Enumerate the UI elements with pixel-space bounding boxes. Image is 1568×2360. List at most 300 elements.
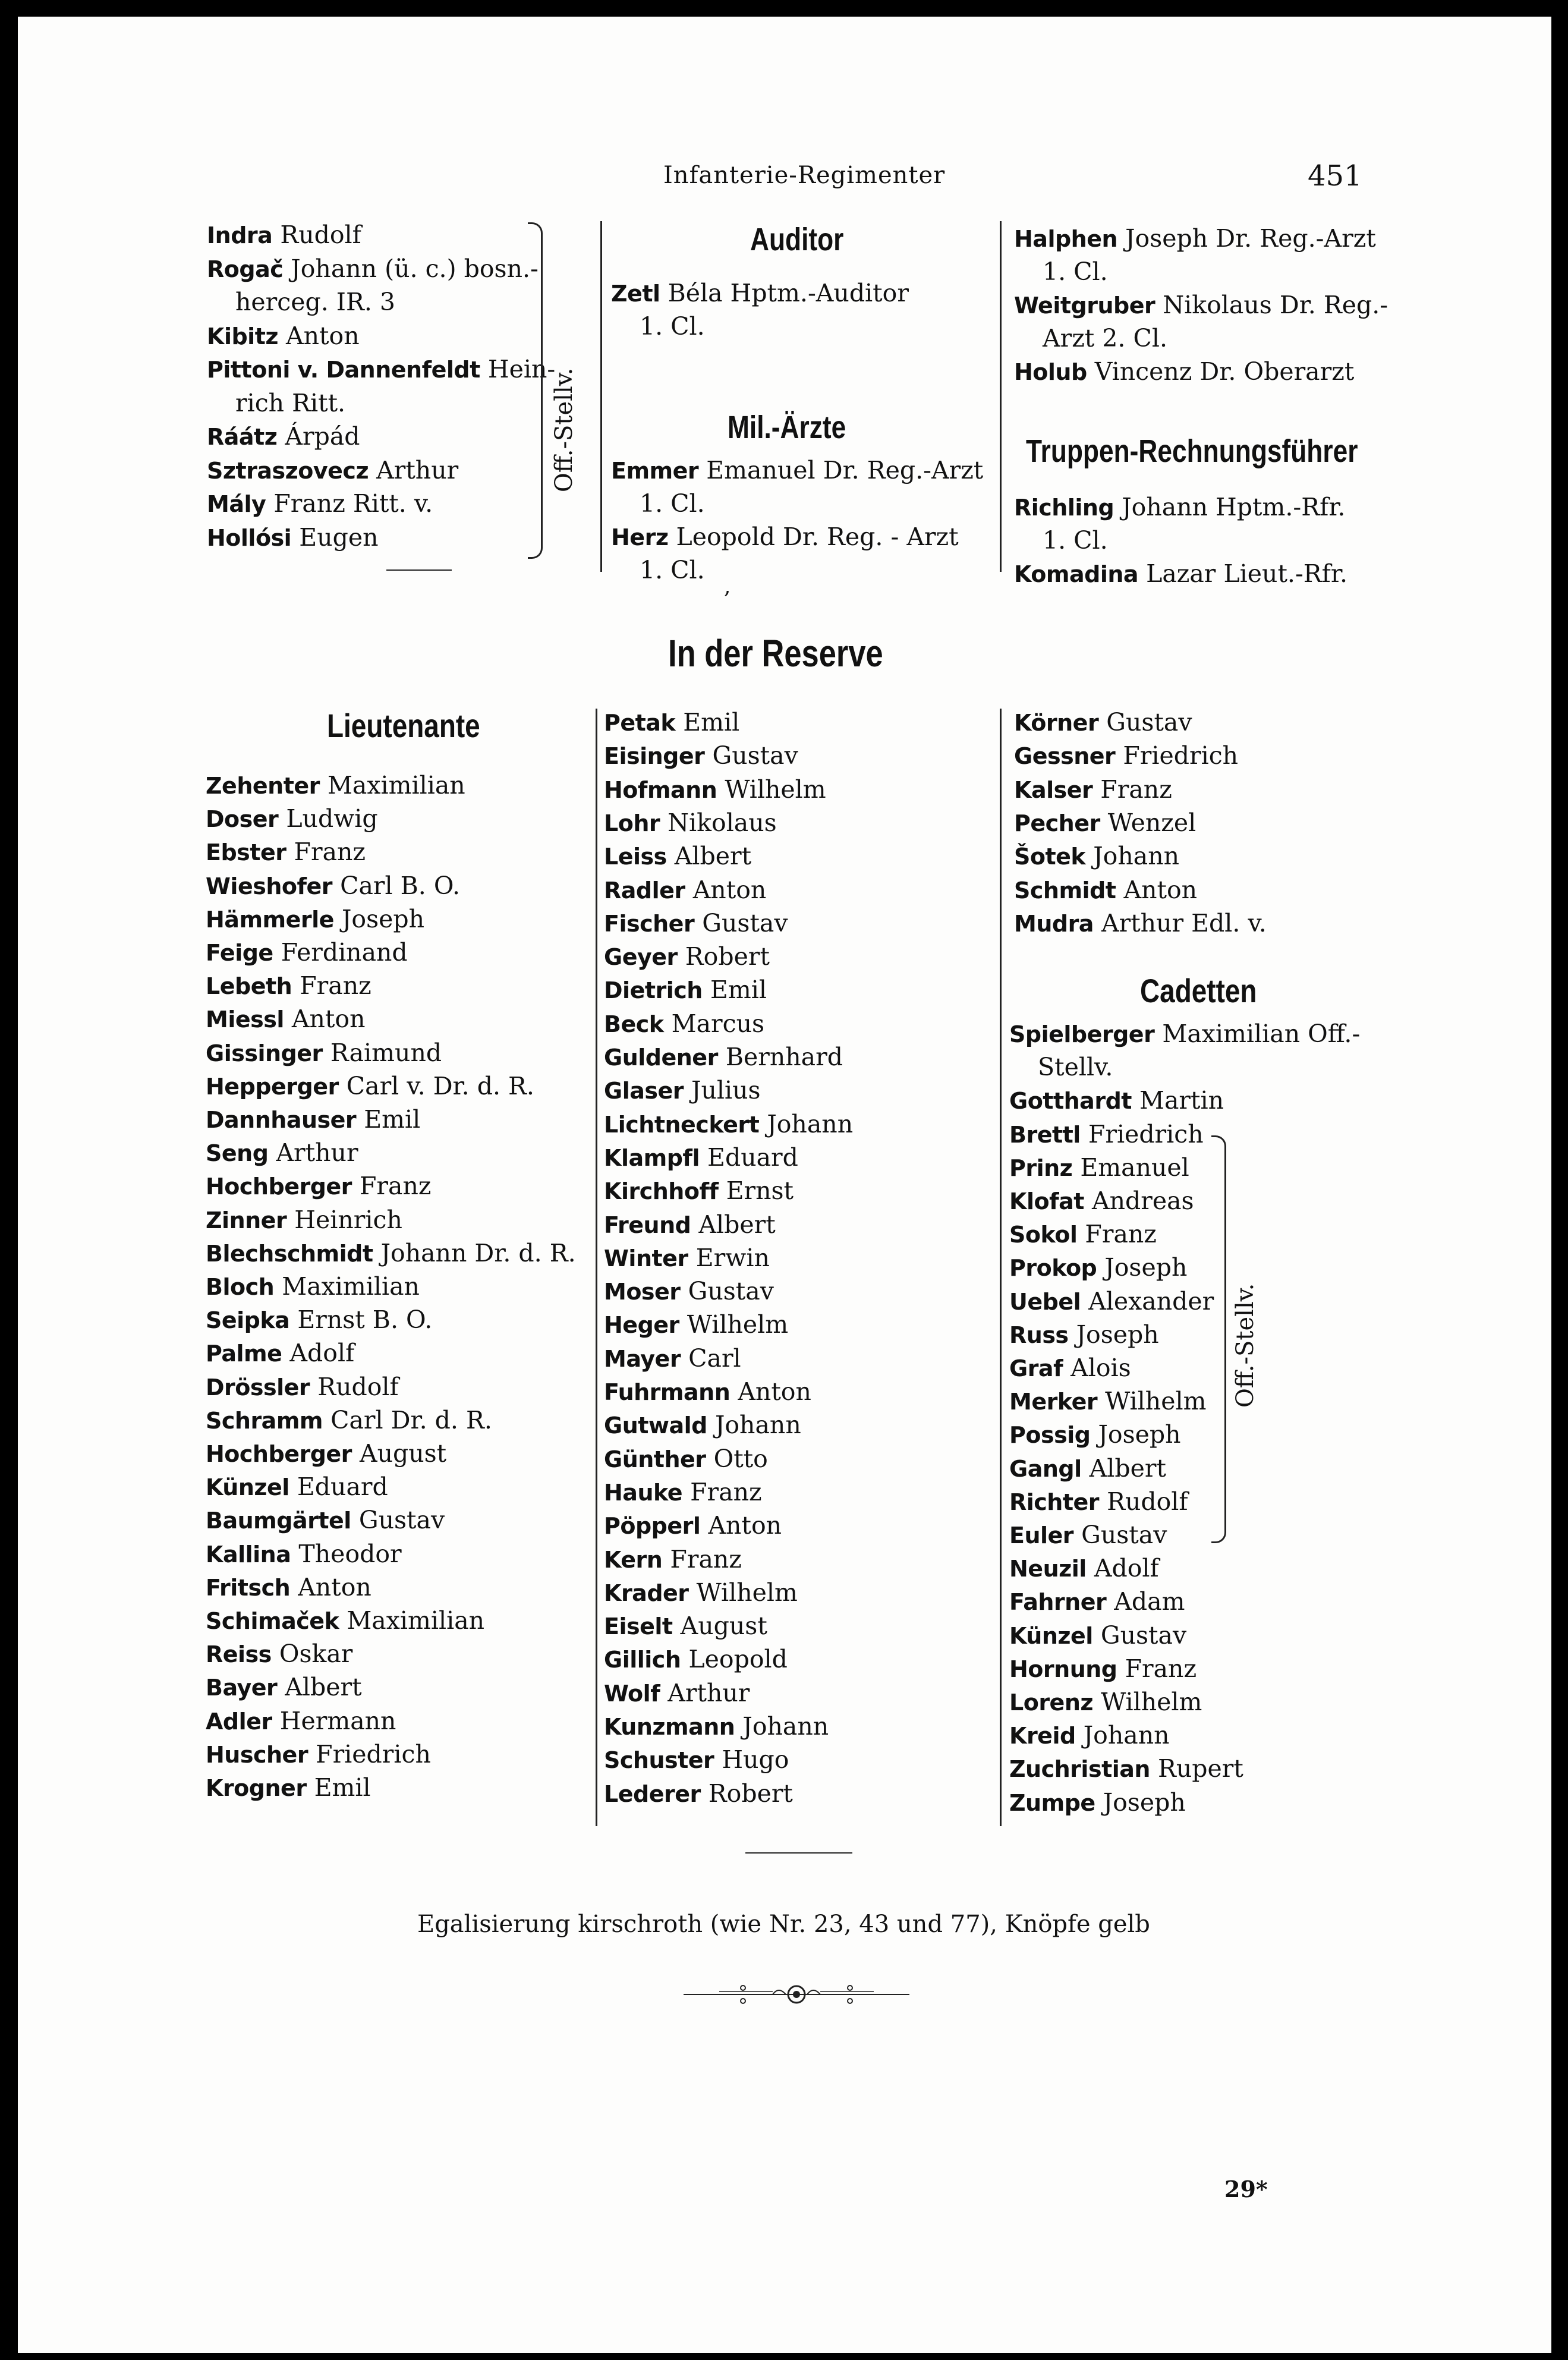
entry-details: Carl [688,1343,741,1373]
entry-details: Anton [1123,875,1198,904]
entry-details: Albert [674,842,752,871]
entry-surname: Geyer [604,944,678,971]
list-item [1014,776,1172,804]
list-item [206,1707,396,1735]
entry-surname: Gessner [1014,743,1116,770]
entry-surname: Sokol [1009,1222,1078,1248]
entry-details: Wilhelm [696,1578,798,1607]
entry-details: Rudolf [1107,1487,1188,1516]
column-divider-1 [600,221,602,572]
entry-surname: Petak [604,710,676,736]
entry-details: Erwin [695,1243,770,1272]
entry-surname: Hochberger [206,1173,352,1200]
entry-surname: Beck [604,1011,664,1037]
entry-details: Julius [691,1076,761,1105]
entry-surname: Pecher [1014,810,1100,836]
list-item [206,1473,388,1501]
entry-surname: Miessl [206,1006,284,1033]
entry-surname: Spielberger [1009,1021,1155,1047]
entry-surname: Baumgärtel [206,1508,351,1534]
entry-details: Robert [685,942,770,971]
entry-details: Eugen [299,523,379,552]
entry-details: Emil [314,1773,371,1802]
list-item [1014,842,1179,870]
cadets-off-stellv-label: Off.-Stellv. [1232,1283,1259,1408]
list-item [206,1506,445,1534]
list-item [206,1306,432,1334]
list-item [604,1311,788,1339]
entry-surname: Kunzmann [604,1714,735,1740]
entry-details: Gustav [712,741,798,770]
entry-details: Eduard [707,1143,798,1172]
entry-details: Bernhard [725,1043,843,1071]
list-item [206,1373,399,1401]
entry-surname: Hornung [1009,1656,1117,1682]
entry-details: Alois [1070,1354,1131,1382]
list-item [206,772,465,800]
entry-details: Friedrich [316,1739,431,1769]
list-item [1009,1755,1243,1783]
list-item [206,1039,442,1067]
entry-surname: Kreid [1009,1723,1076,1749]
column-divider-3 [596,709,597,1826]
entry-surname: Schuster [604,1747,714,1774]
list-item [1009,1521,1167,1549]
cadets-heading: Cadetten [1140,972,1257,1009]
off-stellv-brace [528,222,543,559]
entry-details: Maximilian [282,1272,420,1301]
list-item [206,1239,576,1267]
entry-details: Franz [300,971,371,1000]
list-item [206,1540,402,1568]
entry-details: Emil [364,1105,421,1134]
entry-details: Wilhelm [725,775,826,804]
entry-surname: Klampfl [604,1144,700,1171]
page-number: 451 [1308,159,1362,193]
list-item [604,1244,770,1272]
entry-details: Carl v. Dr. d. R. [346,1071,534,1100]
list-item [1014,291,1388,319]
entry-details: Franz [1125,1654,1197,1683]
list-item [604,1645,788,1673]
list-item [206,1741,431,1769]
cadets-brace [1211,1135,1226,1543]
list-item [206,805,378,833]
entry-surname: Künzel [1009,1622,1093,1649]
list-item [1014,876,1197,904]
list-item [1014,258,1108,286]
entry-details: Oskar [279,1640,353,1669]
list-item [611,490,705,518]
entry-surname: Komadina [1014,561,1139,587]
entry-details: Anton [708,1511,782,1540]
entry-surname: Wolf [604,1680,660,1707]
paymaster-heading: Truppen-Rechnungsführer [1026,433,1358,469]
entry-surname: Zetl [611,281,660,307]
signature-mark: 29* [1224,2176,1268,2202]
list-item [1014,225,1376,253]
entry-surname: Blechschmidt [206,1240,373,1267]
entry-surname: Herz [611,524,669,550]
entry-details: Franz [690,1477,762,1506]
entry-surname: Graf [1009,1355,1063,1382]
entry-details: Friedrich [1088,1119,1204,1148]
entry-surname: Zuchristian [1009,1756,1150,1783]
entry-details: Maximilian [327,771,465,800]
entry-surname: Pöpperl [604,1513,701,1540]
entry-surname: Ebster [206,839,286,866]
entry-details: Franz [1085,1220,1157,1249]
column-divider-2 [1000,221,1002,572]
list-item [1009,1421,1181,1449]
entry-surname: Lohr [604,810,660,836]
list-item [604,1345,741,1373]
entry-details: Anton [291,1005,366,1034]
entry-surname: Krogner [206,1775,307,1801]
entry-details: Hugo [722,1745,789,1774]
entry-details: Lazar Lieut.-Rfr. [1146,559,1347,588]
entry-details: Rupert [1158,1754,1243,1783]
entry-details: Joseph Dr. Reg.-Arzt [1125,224,1376,253]
entry-surname: Kallina [206,1541,291,1568]
entry-surname: Hauke [604,1479,683,1506]
list-item [206,1440,446,1468]
entry-details: Marcus [671,1009,765,1038]
comma-mark: , [724,574,731,599]
entry-details: Wilhelm [687,1310,789,1339]
list-item [604,842,751,870]
list-item [604,1077,761,1105]
list-item [207,423,360,451]
entry-details: Nikolaus [667,808,777,837]
list-item [206,905,424,933]
entry-surname: Schimaček [206,1608,339,1634]
entry-details: Joseph [1076,1320,1159,1349]
entry-details: Albert [1089,1453,1166,1483]
entry-details: Gustav [1100,1620,1187,1650]
entry-details: Hermann [279,1706,396,1735]
list-item [604,876,766,904]
ornament-icon [684,1980,909,2009]
list-item [1009,1622,1186,1650]
entry-details: 1. Cl. [640,489,705,518]
entry-surname: Mudra [1014,910,1094,937]
list-item [1009,1722,1170,1749]
list-item [1009,1455,1166,1483]
entry-details: Adolf [289,1339,355,1368]
entry-details: Arthur [376,455,459,484]
entry-surname: Weitgruber [1014,292,1155,319]
list-item [206,1106,420,1134]
entry-details: Albert [285,1673,362,1702]
entry-surname: Eiselt [604,1613,673,1640]
entry-details: Ernst [726,1176,794,1206]
list-item [207,457,458,484]
entry-surname: Lorenz [1009,1689,1094,1716]
list-item [206,1640,352,1668]
entry-details: 1. Cl. [1043,257,1108,286]
entry-details: Gustav [1081,1521,1167,1549]
entry-details: Carl Dr. d. R. [330,1405,492,1434]
entry-details: Stellv. [1038,1053,1113,1082]
facing-note: Egalisierung kirschroth (wie Nr. 23, 43 und 77), Knöpfe gelb [417,1911,1150,1938]
entry-surname: Russ [1009,1321,1069,1348]
entry-surname: Hochberger [206,1441,352,1467]
entry-surname: Kern [604,1546,663,1573]
entry-surname: Gotthardt [1009,1088,1132,1115]
list-item [604,709,739,737]
entry-details: Arthur Edl. v. [1101,908,1267,937]
entry-details: Friedrich [1123,741,1239,770]
entry-surname: Feige [206,940,273,966]
list-item [1009,1187,1194,1215]
list-item [1009,1121,1204,1148]
list-item [604,1478,762,1506]
entry-surname: Possig [1009,1422,1091,1449]
entry-surname: Leiss [604,844,667,870]
entry-surname: Richling [1014,495,1114,521]
entry-details: Nikolaus Dr. Reg.- [1163,291,1388,319]
entry-surname: Fahrner [1009,1589,1107,1616]
entry-details: Ludwig [286,804,378,833]
list-item [604,1144,798,1172]
entry-surname: Hepperger [206,1073,339,1100]
entry-details: Adolf [1094,1554,1159,1583]
entry-details: Johann [742,1712,829,1741]
list-item [1009,1154,1189,1182]
list-item [207,490,433,518]
list-item [206,1607,484,1635]
column-divider-4 [1000,709,1002,1826]
entry-details: August [359,1439,447,1468]
entry-surname: Krader [604,1579,689,1606]
list-item [1009,1655,1197,1683]
entry-details: Heinrich [294,1205,402,1234]
list-item [1009,1254,1187,1282]
entry-surname: Doser [206,806,279,833]
entry-details: Leopold Dr. Reg. - Arzt [676,523,959,551]
entry-details: Joseph [1104,1253,1188,1282]
list-item [1009,1288,1214,1316]
entry-details: Johann (ü. c.) bosn.- [291,254,539,283]
list-item [604,910,788,937]
list-item [604,1110,853,1138]
entry-surname: Seng [206,1140,269,1167]
entry-surname: Brettl [1009,1121,1081,1148]
list-item [604,1277,774,1305]
entry-details: Joseph [1098,1420,1181,1449]
entry-details: Emil [683,708,740,737]
entry-surname: Lichtneckert [604,1111,760,1138]
entry-surname: Adler [206,1708,272,1735]
entry-details: Franz [670,1544,742,1574]
entry-details: Emil [710,976,767,1005]
list-item [611,457,983,484]
entry-surname: Ráátz [207,424,278,450]
entry-surname: Merker [1009,1389,1098,1415]
list-item [604,1780,793,1808]
entry-surname: Kalser [1014,776,1093,803]
entry-details: August [680,1612,767,1641]
list-item [611,523,959,551]
list-item [1009,1321,1159,1349]
entry-details: Ferdinand [281,938,408,967]
list-item [604,1512,782,1540]
list-item [1014,527,1108,555]
entry-surname: Bayer [206,1675,278,1701]
list-item [1014,910,1267,937]
entry-details: Leopold [688,1645,788,1674]
entry-details: Johann [1093,842,1180,871]
list-item [604,809,777,837]
list-item [1009,1354,1131,1382]
entry-details: Johann [1083,1721,1170,1750]
entry-surname: Heger [604,1312,679,1339]
entry-surname: Gillich [604,1647,681,1673]
list-item [604,1378,811,1406]
list-item [604,1713,829,1741]
entry-details: herceg. IR. 3 [235,288,396,316]
entry-surname: Künzel [206,1474,289,1501]
list-item [206,1139,358,1167]
list-item [1014,709,1192,737]
entry-details: Johann Dr. d. R. [380,1238,576,1267]
entry-details: Arthur [276,1138,358,1168]
entry-details: Carl B. O. [340,871,461,900]
entry-details: Johann [714,1411,801,1440]
entry-surname: Rogač [207,256,284,282]
list-item [1009,1688,1202,1716]
list-item [1009,1020,1360,1048]
entry-details: Hein- [487,355,556,383]
list-item [207,288,395,316]
entry-surname: Klofat [1009,1188,1084,1214]
entry-surname: Pittoni v. Dannenfeldt [207,357,480,383]
list-item [1014,493,1345,521]
entry-surname: Hämmerle [206,906,334,933]
entry-details: Maximilian Off.- [1162,1019,1361,1048]
entry-surname: Lebeth [206,973,292,1000]
entry-details: Theodor [298,1539,402,1568]
entry-details: Arzt 2. Cl. [1043,324,1167,353]
list-item [206,972,371,1000]
entry-details: Gustav [1106,708,1192,737]
entry-surname: Holub [1014,359,1087,385]
reserve-heading: In der Reserve [668,632,883,675]
lieutenants-heading: Lieutenante [327,707,480,744]
list-item [207,221,361,249]
entry-surname: Fischer [604,910,695,937]
list-item [604,1043,843,1071]
entry-surname: Dannhauser [206,1107,357,1133]
entry-surname: Fuhrmann [604,1379,731,1405]
entry-details: Alexander [1088,1286,1214,1316]
entry-surname: Gangl [1009,1455,1082,1482]
entry-details: Eduard [297,1472,388,1502]
list-item [206,1339,354,1367]
entry-details: Andreas [1091,1187,1194,1215]
list-item [604,1445,768,1473]
entry-surname: Drössler [206,1374,310,1401]
list-item [611,556,705,584]
entry-surname: Schmidt [1014,877,1116,904]
entry-surname: Mály [207,491,266,517]
entry-surname: Eisinger [604,743,705,770]
list-item [206,1206,402,1234]
entry-surname: Guldener [604,1044,718,1071]
entry-details: Franz [294,838,366,867]
list-item [207,255,539,283]
entry-surname: Reiss [206,1641,272,1668]
entry-surname: Richter [1009,1489,1100,1515]
list-item [1014,560,1347,588]
list-item [604,1211,776,1239]
entry-details: Anton [738,1377,811,1406]
entry-details: Árpád [285,422,360,451]
list-item [206,1172,431,1200]
list-item [1009,1387,1206,1415]
list-item [611,279,909,307]
entry-surname: Hollósi [207,524,292,551]
entry-surname: Radler [604,877,685,904]
footer-rule [745,1852,852,1854]
entry-surname: Wieshofer [206,873,333,899]
entry-details: Gustav [358,1506,445,1535]
entry-details: Emanuel Dr. Reg.-Arzt [706,456,984,484]
entry-surname: Schramm [206,1407,323,1434]
entry-details: Martin [1139,1086,1224,1115]
entry-surname: Prokop [1009,1255,1097,1282]
entry-surname: Sztraszovecz [207,457,369,484]
list-item [604,976,767,1004]
entry-details: Joseph [1103,1788,1186,1817]
list-item [604,1579,798,1607]
entry-details: Emanuel [1080,1153,1189,1182]
list-item [604,1746,789,1774]
entry-surname: Winter [604,1245,688,1272]
entry-details: Maximilian [347,1606,485,1635]
entry-surname: Hofmann [604,776,717,803]
list-item [1009,1488,1188,1516]
list-item [206,1406,492,1434]
entry-surname: Mayer [604,1345,681,1372]
entry-surname: Fritsch [206,1574,291,1601]
entry-details: Arthur [667,1678,750,1707]
list-item [1014,325,1167,353]
list-item [207,322,360,350]
list-item [1014,809,1196,837]
entry-surname: Gissinger [206,1040,323,1066]
entry-details: Wilhelm [1101,1688,1202,1716]
list-item [1009,1220,1157,1248]
entry-surname: Zumpe [1009,1789,1095,1816]
entry-surname: Dietrich [604,977,703,1004]
entry-details: Albert [698,1210,776,1239]
entry-surname: Indra [207,222,273,248]
entry-details: Johann [767,1109,854,1138]
entry-surname: Euler [1009,1522,1074,1549]
list-item [604,1679,750,1707]
entry-details: Franz [1100,775,1172,804]
entry-surname: Zinner [206,1207,287,1234]
entry-surname: Glaser [604,1078,684,1105]
entry-surname: Halphen [1014,226,1118,252]
entry-surname: Lederer [604,1780,701,1807]
list-item [1009,1053,1113,1081]
list-item [206,939,408,967]
entry-details: Anton [286,321,360,350]
list-item [1009,1555,1159,1582]
